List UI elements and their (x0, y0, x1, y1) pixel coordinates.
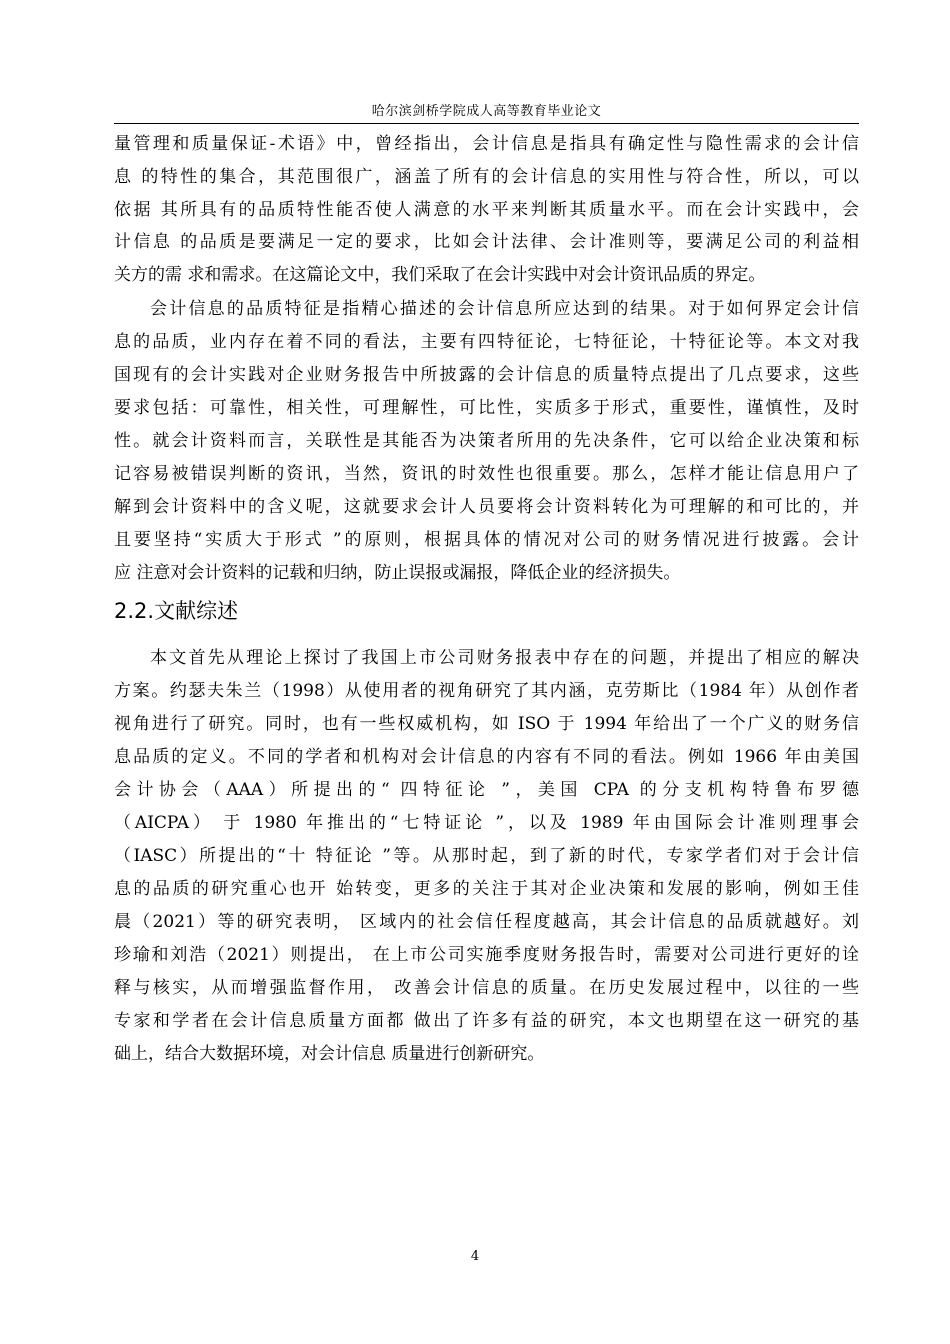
paragraph-2-line-3: 国现有的会计实践对企业财务报告中所披露的会计信息的质量特点提出了几点要求，这些 (114, 365, 859, 385)
paragraph-1-line-3: 依据 其所具有的品质特性能否使人满意的水平来判断其质量水平。而在会计实践中，会 (114, 200, 859, 220)
paragraph-3-line-5: 会计协会（AAA）所提出的“ 四特征论 ”，美国 CPA 的分支机构特鲁布罗德 (114, 780, 859, 800)
paragraph-1-line-2: 息 的特性的集合，其范围很广，涵盖了所有的会计信息的实用性与符合性，所以，可以 (114, 167, 859, 187)
paragraph-2-line-8: 且要坚持“实质大于形式 ”的原则，根据具体的情况对公司的财务情况进行披露。会计 (114, 530, 859, 550)
paragraph-1-line-1: 量管理和质量保证-术语》中，曾经指出，会计信息是指具有确定性与隐性需求的会计信 (114, 134, 859, 154)
paragraph-2-line-5: 性。就会计资料而言，关联性是其能否为决策者所用的先决条件，它可以给企业决策和标 (114, 431, 859, 451)
paragraph-3-line-12: 专家和学者在会计信息质量方面都 做出了许多有益的研究，本文也期望在这一研究的基 (114, 1011, 859, 1031)
paragraph-1-line-4: 计信息 的品质是要满足一定的要求，比如会计法律、会计准则等，要满足公司的利益相 (114, 232, 859, 252)
paragraph-3-line-10: 珍瑜和刘浩（2021）则提出， 在上市公司实施季度财务报告时，需要对公司进行更好的诠 (114, 945, 859, 965)
paragraph-3-line-1: 本文首先从理论上探讨了我国上市公司财务报表中存在的问题，并提出了相应的解决 (150, 648, 859, 668)
page-number: 4 (470, 1249, 480, 1264)
paragraph-1-line-5: 关方的需 求和需求。在这篇论文中，我们采取了在会计实践中对会计资讯品质的界定。 (114, 265, 766, 285)
paragraph-3-line-8: 息的品质的研究重心也开 始转变，更多的关注于其对企业决策和发展的影响，例如王佳 (114, 879, 859, 899)
paragraph-3-line-13: 础上，结合大数据环境，对会计信息 质量进行创新研究。 (114, 1044, 545, 1064)
paragraph-3-line-11: 释与核实，从而增强监督作用， 改善会计信息的质量。在历史发展过程中，以往的一些 (114, 978, 859, 998)
paragraph-2-line-7: 解到会计资料中的含义呢，这就要求会计人员要将会计资料转化为可理解的和可比的，并 (114, 497, 859, 517)
paragraph-2-line-1: 会计信息的品质特征是指精心描述的会计信息所应达到的结果。对于如何界定会计信 (150, 299, 859, 319)
paragraph-3-line-2: 方案。约瑟夫朱兰（1998）从使用者的视角研究了其内涵，克劳斯比（1984 年）从创作者 (114, 681, 859, 701)
paragraph-3-line-6: （AICPA） 于 1980 年推出的“七特证论 ”，以及 1989 年由国际会计准则理事会 (114, 813, 859, 833)
paragraph-3-line-9: 晨（2021）等的研究表明， 区域内的社会信任程度越高，其会计信息的品质就越好。刘 (114, 912, 859, 932)
paragraph-2-line-2: 息的品质，业内存在着不同的看法，主要有四特征论，七特征论，十特征论等。本文对我 (114, 332, 859, 352)
paragraph-3-line-4: 息品质的定义。不同的学者和机构对会计信息的内容有不同的看法。例如 1966 年由美国 (114, 747, 859, 767)
paragraph-2-line-9: 应 注意对会计资料的记载和归纳，防止误报或漏报，降低企业的经济损失。 (114, 563, 681, 583)
paragraph-3-line-3: 视角进行了研究。同时，也有一些权威机构，如 ISO 于 1994 年给出了一个广义的财务信 (114, 714, 859, 734)
header-divider (114, 123, 859, 124)
paragraph-3-line-7: （IASC）所提出的“十 特征论 ”等。从那时起，到了新的时代，专家学者们对于会计信 (114, 846, 859, 866)
section-heading: 2.2.文献综述 (114, 599, 239, 623)
paragraph-2-line-4: 要求包括：可靠性，相关性，可理解性，可比性，实质多于形式，重要性，谨慎性，及时 (114, 398, 859, 418)
page-header: 哈尔滨剑桥学院成人高等教育毕业论文 (371, 104, 602, 119)
paragraph-2-line-6: 记容易被错误判断的资讯，当然，资讯的时效性也很重要。那么，怎样才能让信息用户了 (114, 464, 859, 484)
